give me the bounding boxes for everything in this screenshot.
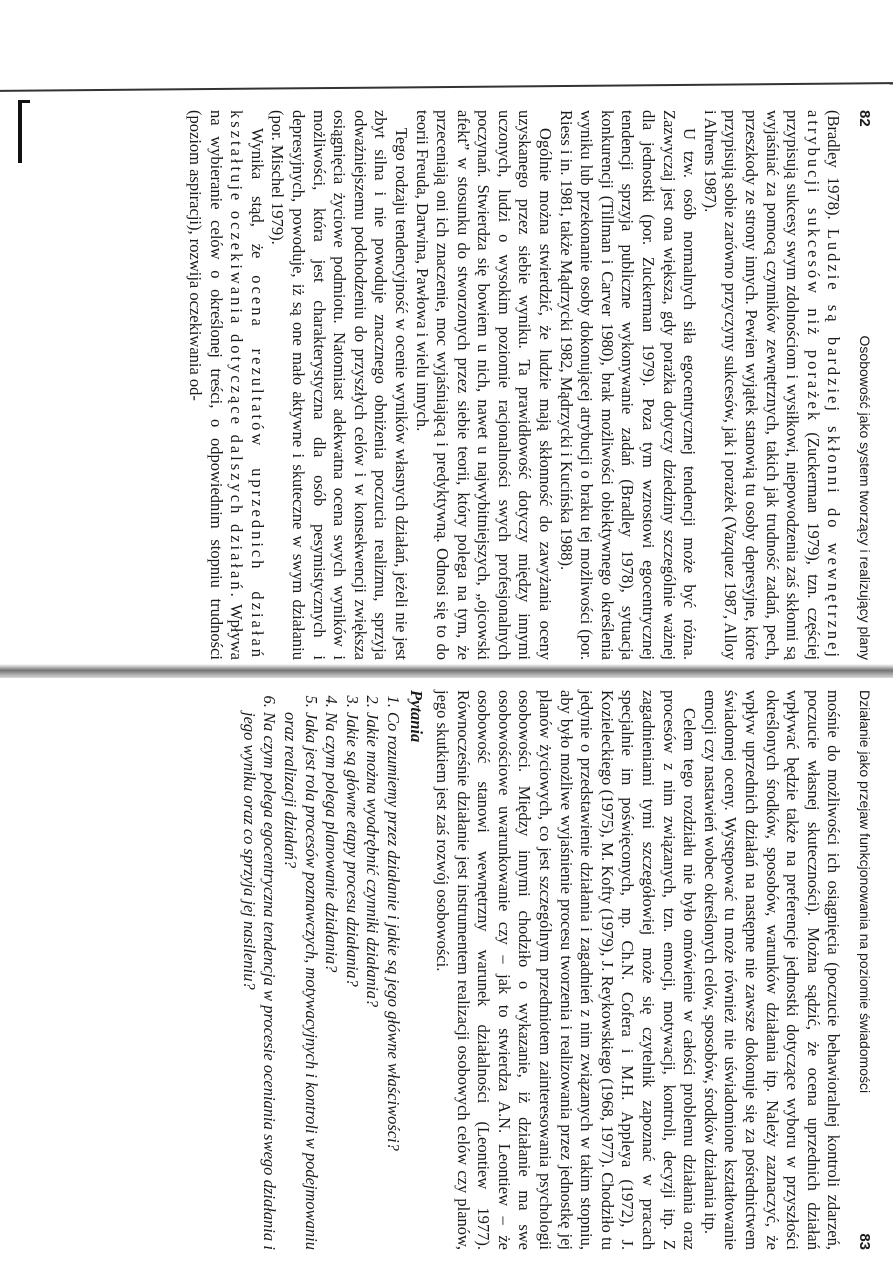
running-head-left	[853, 110, 875, 660]
question-item: 4. Na czym polega planowanie działania?	[321, 712, 342, 1250]
paragraph: mośnie do możliwości ich osiągnięcia (poczucie behawioralnej kontroli zdarzeń, poczucie własnej skuteczności). Można sądzić, że ocena uprzednich działań wpływać będzie także na preferencje jednostki dotyczące wyboru w przyszłości określonych środków, sposobów, warunków działania itp. Należy zaznaczyć, że wpływ uprzednich działań na następne nie zawsze dokonuje się za pośrednictwem świadomej oceny. Występować tu może również nie uświadomione kształtowanie emocji czy nastawień wobec określonych celów, sposobów, środków działania itp.	[700, 690, 844, 1250]
question-item: 5. Jaka jest rola procesów poznawczych, motywacyjnych i kontroli w podejmowaniu oraz realizacji działań?	[279, 712, 320, 1250]
paragraph	[184, 110, 266, 660]
text-run: Wynika stąd, że	[247, 128, 267, 259]
scan-edge-line	[0, 82, 893, 92]
question-item: 6. Na czym polega egocentryczna tendencja w procesie oceniania swego działania i jego wyniku oraz co sprzyja jej nasileniu?	[238, 712, 279, 1250]
binding-mark	[18, 100, 30, 163]
page-number-83: 83	[856, 1233, 873, 1250]
emphasis-text: ocena rezultatów uprzednich działań kształtuje oczekiwania dotyczące dalszych działań.	[227, 110, 267, 661]
emphasis-text: Ludzie są bardziej skłonni do wewnętrznej atrybucji sukcesów niż porażek	[803, 110, 844, 660]
text-run: Wpływa na wybieranie celów o określonej treści, o odpowiednim stopniu trudności (poziom aspiracji), rozwija oczekiwania od-	[186, 110, 247, 660]
book-gutter	[0, 664, 893, 678]
page-82	[184, 110, 875, 660]
running-head-left-title: Osobowość jako system tworzący i realizujący plany	[857, 335, 873, 660]
page-83	[238, 690, 875, 1250]
questions-heading: Pytania	[406, 690, 426, 743]
text-run: (Bradley 1978).	[824, 110, 844, 220]
text-run: (Zuckerman 1979), tzn. częściej przypisują sukcesy swym zdolnościom i wysiłkowi, niepowodzenia zaś skłonni są wyjaśniać za pomocą czynników zewnętrznych, takich jak trudność zadań, pech, przeszkody ze strony innych. Pewien wyjątek stanowią tu osoby depresyjne, które przypisują sobie zarówno przyczyny sukcesów, jak i porażek (Vazquez 1987, Alloy i Ahrens 1987).	[700, 110, 823, 660]
running-head-right-title: Działanie jako przejaw funkcjonowania na poziomie świadomości	[857, 690, 873, 1094]
paragraph: Ogólnie można stwierdzić, że ludzie mają skłonność do zawyżania oceny uzyskanego przez siebie wyniku. Ta prawidłowość dotyczy między innymi uczonych, ludzi o wysokim poziomie racjonalności swych profesjonalnych poczynań. Stwierdza się bowiem u nich, nawet u najwybitniejszych, „ojcowski afekt” w stosunku do stworzonych przez siebie teorii, który polega na tym, że przeceniają oni ich znaczenie, moc wyjaśniającą i predyktywną. Odnosi się to do teorii Freuda, Darwina, Pawłowa i wielu innych.	[412, 110, 556, 660]
paragraph	[699, 110, 843, 660]
question-item: 2. Jakie można wyodrębnić czynniki działania?	[362, 712, 383, 1250]
paragraph: Celem tego rozdziału nie było omówienie w całości problemu działania oraz procesów z nim związanych, tzn. emocji, motywacji, kontroli, decyzji itp. Z zagadnieniami tymi szczegółowiej może się czytelnik zapoznać w pracach specjalnie im poświęconych, np. Ch.N. Cofera i M.H. Appleya (1972), J. Kozieleckiego (1975), M. Kofty (1979), J. Reykowskiego (1968, 1977). Chodziło tu jedynie o przedstawienie działania i zagadnień z nim związanych w takim stopniu, aby było możliwe wyjaśnienie procesu tworzenia i realizowania przez jednostkę jej planów życiowych, co jest szczególnym przedmiotem zainteresowania psychologii osobowości. Między innymi chodziło o wykazanie, iż działanie ma swe osobowościowe uwarunkowanie czy – jak to stwierdza A.N. Leontiew – że osobowość stanowi wewnętrzny warunek działalności (Leontiew 1977). Równocześnie działanie jest instrumentem realizacji osobowych celów czy planów, jego skutkiem jest zaś rozwój osobowości.	[433, 690, 700, 1250]
question-item: 1. Co rozumiemy przez działanie i jakie są jego główne właściwości?	[382, 712, 403, 1250]
questions-list	[238, 690, 403, 1250]
paragraph: Tego rodzaju tendencyjność w ocenie wyników własnych działań, jeżeli nie jest zbyt silna i nie powoduje znacznego obniżenia poczucia realizmu, sprzyja odważniejszemu podchodzeniu do przyszłych celów i w konsekwencji zwiększa osiągnięcia życiowe podmiotu. Natomiast adekwatna ocena swych wyników i możliwości, która jest charakterystyczna dla osób pesymistycznych i depresyjnych, powoduje, iż są one mało aktywne i skuteczne w swym działaniu (por. Mischel 1979).	[268, 110, 411, 660]
paragraph: U tzw. osób normalnych siła egocentrycznej tendencji może być różna. Zazwyczaj jest ona większa, gdy porażka dotyczy dziedziny szczególnie ważnej dla jednostki (por. Zuckerman 1979). Poza tym wzrostowi egocentrycznej tendencji sprzyja publiczne wykonywanie zadań (Bradley 1978), sytuacja konkurencji (Tillman i Carver 1980), brak możliwości obiektywnego określenia wyniku lub przekonanie osoby dokonującej atrybucji o braku tej możliwości (por. Riess i in. 1981, także Mądrzycki 1982, Mądrzycki i Kucińska 1988).	[556, 110, 700, 660]
page-number-82: 82	[856, 110, 873, 127]
question-item: 3. Jakie są główne etapy procesu działania?	[341, 712, 362, 1250]
running-head-right	[853, 690, 875, 1250]
